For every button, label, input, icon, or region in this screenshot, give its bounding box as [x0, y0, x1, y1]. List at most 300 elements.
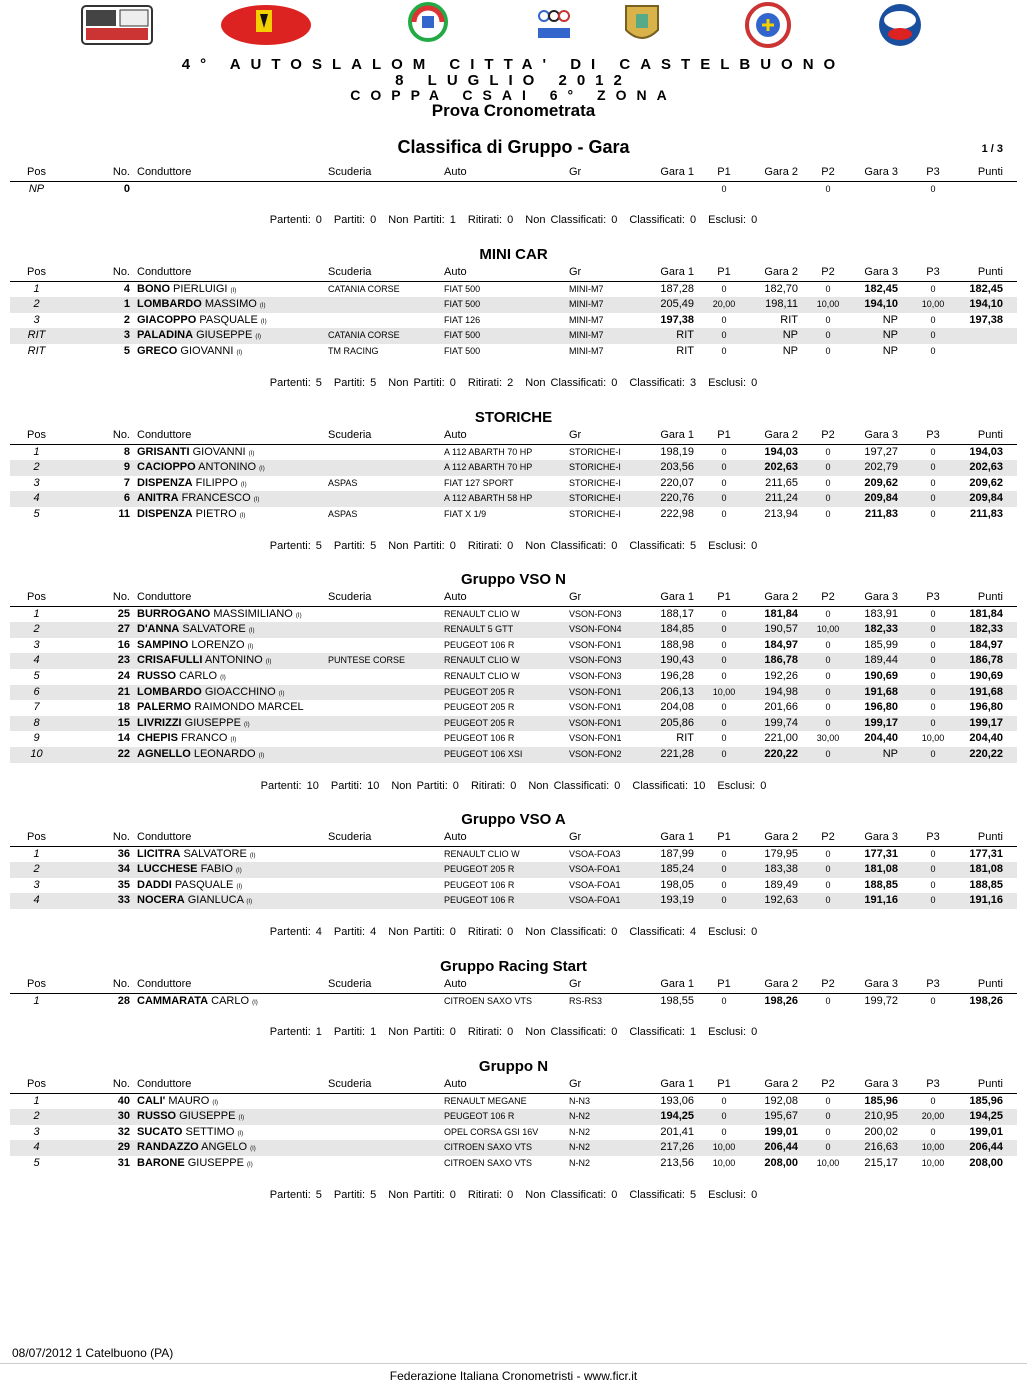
team-palermo-logo: [80, 2, 158, 48]
race3-time-cell: 189,44: [864, 654, 898, 667]
car-cell: FIAT X 1/9: [444, 508, 487, 519]
class-cell: MINI-M7: [569, 283, 604, 294]
nationality-mark: (I): [220, 674, 226, 681]
driver-surname: LUCCHESE: [137, 863, 198, 876]
summary-ritirati: Ritirati: 0: [467, 214, 514, 227]
summary-non-classificati: Non Classificati: 0: [525, 214, 618, 227]
car-cell: PEUGEOT 106 R: [444, 733, 515, 744]
race1-penalty-cell: 0: [721, 748, 727, 759]
driver-surname: CAMMARATA: [137, 994, 209, 1007]
nationality-mark: (I): [247, 1161, 253, 1168]
position-cell: 7: [33, 701, 40, 714]
column-header-p2: P2: [821, 429, 835, 441]
driver-cell: BONO PIERLUIGI (I): [137, 282, 237, 295]
nationality-mark: (I): [247, 643, 254, 650]
race1-time-cell: 188,17: [660, 607, 694, 620]
table-row: [10, 1109, 1017, 1125]
race1-penalty-cell: 0: [721, 848, 727, 859]
driver-surname: BURROGANO: [137, 607, 211, 620]
car-cell: RENAULT CLIO W: [444, 848, 520, 859]
race2-penalty-cell: 0: [825, 608, 831, 619]
race1-time-cell: 220,76: [660, 492, 694, 505]
race3-penalty-cell: 0: [930, 314, 936, 325]
group-summary: [10, 924, 1017, 940]
column-header-p3: P3: [926, 591, 940, 603]
nationality-mark: (I): [260, 318, 267, 325]
class-cell: VSON-FON1: [569, 717, 622, 728]
race2-time-cell: RIT: [780, 313, 798, 326]
race-number-cell: 2: [123, 313, 130, 326]
summary-ritirati: Ritirati: 0: [467, 539, 514, 552]
group-title: Gruppo VSO A: [461, 811, 566, 828]
race1-penalty-cell: 10,00: [712, 1157, 736, 1168]
summary-ritirati: Ritirati: 0: [467, 1026, 514, 1039]
car-cell: RENAULT CLIO W: [444, 670, 520, 681]
column-header-p2: P2: [821, 978, 835, 990]
race1-time-cell: 203,56: [660, 461, 694, 474]
column-header-p1: P1: [717, 166, 731, 178]
column-header-p2: P2: [821, 831, 835, 843]
page-title: Classifica di Gruppo - Gara: [397, 137, 630, 157]
column-header-p1: P1: [717, 429, 731, 441]
column-header-g3: Gara 3: [864, 831, 898, 843]
nationality-mark: (I): [278, 690, 285, 697]
column-header-driver: Conduttore: [137, 591, 192, 603]
page-number: 1 / 3: [981, 143, 1003, 155]
race1-penalty-cell: 0: [721, 655, 727, 666]
race2-penalty-cell: 0: [825, 1095, 831, 1106]
race-number-cell: 3: [123, 329, 130, 342]
class-cell: VSON-FON1: [569, 733, 622, 744]
position-cell: 1: [33, 847, 40, 860]
car-cell: PEUGEOT 205 R: [444, 864, 515, 875]
class-cell: VSON-FON2: [569, 748, 622, 759]
table-row: [10, 328, 1017, 344]
race3-time-cell: 190,69: [864, 669, 898, 682]
summary-non-classificati: Non Classificati: 0: [525, 1026, 618, 1039]
position-cell: NP: [28, 182, 45, 195]
team-cell: CATANIA CORSE: [328, 330, 400, 341]
race3-penalty-cell: 0: [930, 462, 936, 473]
race2-penalty-cell: 0: [825, 639, 831, 650]
column-header-g2: Gara 2: [764, 591, 798, 603]
race1-penalty-cell: 0: [721, 477, 727, 488]
car-cell: RENAULT MEGANE: [444, 1095, 527, 1106]
column-header-no: No.: [112, 266, 130, 278]
table-header: [10, 265, 1017, 282]
race3-time-cell: 177,31: [864, 847, 898, 860]
race3-penalty-cell: 0: [930, 477, 936, 488]
summary-spacer: [10, 763, 1017, 778]
race3-penalty-cell: 0: [930, 848, 936, 859]
column-header-points: Punti: [977, 266, 1003, 278]
race1-penalty-cell: 0: [721, 879, 727, 890]
summary-partiti: Partiti: 4: [333, 925, 377, 938]
race2-penalty-cell: 0: [825, 314, 831, 325]
table-row: [10, 716, 1017, 732]
race-number-cell: 24: [117, 669, 130, 682]
column-header-g1: Gara 1: [660, 429, 694, 441]
footer-federation: Federazione Italiana Cronometristi - www.ficr.it: [389, 1369, 638, 1383]
race3-time-cell: 196,80: [864, 701, 898, 714]
race3-penalty-cell: 20,00: [921, 1111, 945, 1122]
driver-surname: RUSSO: [137, 1110, 177, 1123]
race1-time-cell: RIT: [676, 732, 694, 745]
race2-penalty-cell: 0: [825, 493, 831, 504]
driver-cell: DISPENZA PIETRO (I): [137, 507, 246, 520]
event-banner-line1: 4° AUTOSLALOM CITTA' DI CASTELBUONO: [181, 56, 846, 73]
class-cell: VSON-FON3: [569, 608, 622, 619]
race2-time-cell: 208,00: [764, 1156, 798, 1169]
points-cell: 197,38: [969, 313, 1003, 326]
challenge-logo: [378, 2, 478, 48]
column-header-car: Auto: [444, 831, 467, 843]
race3-penalty-cell: 0: [930, 995, 936, 1006]
position-cell: 3: [33, 1125, 40, 1138]
summary-partenti: Partenti: 5: [269, 1188, 322, 1201]
group-summary: [10, 538, 1017, 554]
points-cell: 194,25: [969, 1110, 1003, 1123]
table-header: [10, 977, 1017, 994]
race1-time-cell: 194,25: [660, 1110, 694, 1123]
column-header-p3: P3: [926, 266, 940, 278]
column-header-g1: Gara 1: [660, 1078, 694, 1090]
summary-esclusi: Esclusi: 0: [708, 376, 758, 389]
race-number-cell: 0: [123, 182, 130, 195]
driver-cell: SAMPINO LORENZO (I): [137, 638, 254, 651]
race1-penalty-cell: 0: [721, 608, 727, 619]
race3-penalty-cell: 0: [930, 446, 936, 457]
driver-cell: CALI' MAURO (I): [137, 1094, 219, 1107]
race1-penalty-cell: 0: [721, 639, 727, 650]
race3-penalty-cell: 10,00: [921, 1157, 945, 1168]
summary-classificati: Classificati: 5: [629, 1188, 697, 1201]
driver-cell: CRISAFULLI ANTONINO (I): [137, 654, 272, 667]
summary-non-partiti: Non Partiti: 0: [388, 1026, 456, 1039]
race2-time-cell: 198,26: [764, 994, 798, 1007]
race3-penalty-cell: 0: [930, 493, 936, 504]
race1-time-cell: 221,28: [660, 747, 694, 760]
column-header-g2: Gara 2: [764, 429, 798, 441]
driver-surname: GIACOPPO: [137, 313, 197, 326]
summary-non-partiti: Non Partiti: 0: [388, 376, 456, 389]
car-cell: FIAT 126: [444, 314, 481, 325]
points-cell: 196,80: [969, 701, 1003, 714]
race-number-cell: 9: [123, 461, 130, 474]
driver-cell: D'ANNA SALVATORE (I): [137, 623, 255, 636]
summary-partenti: Partenti: 0: [269, 214, 322, 227]
column-header-team: Scuderia: [328, 429, 372, 441]
race3-penalty-cell: 0: [930, 895, 936, 906]
class-cell: VSON-FON1: [569, 686, 622, 697]
summary-esclusi: Esclusi: 0: [708, 214, 758, 227]
driver-cell: LICITRA SALVATORE (I): [137, 847, 256, 860]
race3-time-cell: 199,72: [864, 994, 898, 1007]
race2-penalty-cell: 10,00: [816, 624, 840, 635]
table-row: [10, 297, 1017, 313]
driver-cell: CAMMARATA CARLO (I): [137, 994, 258, 1007]
position-cell: 9: [33, 732, 40, 745]
race-number-cell: 27: [117, 623, 130, 636]
table-row: [10, 1140, 1017, 1156]
points-cell: 182,33: [969, 623, 1003, 636]
class-cell: STORICHE-I: [569, 462, 621, 473]
group-section: [10, 1057, 1017, 1203]
race3-time-cell: 199,17: [864, 716, 898, 729]
driver-cell: NOCERA GIANLUCA (I): [137, 894, 253, 907]
nationality-mark: (I): [230, 737, 237, 744]
automobile-club-logo: [735, 2, 801, 48]
municipality-crest: [622, 2, 662, 48]
coni-logo: [532, 2, 576, 48]
race2-penalty-cell: 0: [825, 446, 831, 457]
column-header-no: No.: [112, 1078, 130, 1090]
nationality-mark: (I): [248, 628, 255, 635]
race1-time-cell: 196,28: [660, 669, 694, 682]
driver-surname: PALERMO: [137, 701, 192, 714]
column-header-p3: P3: [926, 429, 940, 441]
column-header-g2: Gara 2: [764, 266, 798, 278]
column-header-p3: P3: [926, 166, 940, 178]
race-number-cell: 5: [123, 344, 130, 357]
table-row: [10, 847, 1017, 863]
race-number-cell: 18: [117, 701, 130, 714]
table-row: [10, 653, 1017, 669]
race2-penalty-cell: 0: [825, 717, 831, 728]
points-cell: 191,16: [969, 894, 1003, 907]
table-row: [10, 1125, 1017, 1141]
race3-time-cell: 191,68: [864, 685, 898, 698]
race3-penalty-cell: 0: [930, 283, 936, 294]
group-title: Gruppo N: [478, 1058, 549, 1075]
summary-classificati: Classificati: 5: [629, 539, 697, 552]
summary-esclusi: Esclusi: 0: [708, 1026, 758, 1039]
column-header-group: Gr: [569, 1078, 582, 1090]
car-cell: RENAULT CLIO W: [444, 655, 520, 666]
class-cell: RS-RS3: [569, 995, 603, 1006]
column-header-g3: Gara 3: [864, 266, 898, 278]
position-cell: 3: [33, 638, 40, 651]
column-header-p3: P3: [926, 1078, 940, 1090]
race1-time-cell: 193,19: [660, 894, 694, 907]
points-cell: 220,22: [969, 747, 1003, 760]
team-cell: ASPAS: [328, 508, 358, 519]
table-row: [10, 182, 1017, 198]
column-header-car: Auto: [444, 266, 467, 278]
column-header-driver: Conduttore: [137, 1078, 192, 1090]
summary-partenti: Partenti: 1: [269, 1026, 322, 1039]
column-header-car: Auto: [444, 1078, 467, 1090]
driver-surname: D'ANNA: [137, 623, 180, 636]
column-header-pos: Pos: [27, 978, 46, 990]
group-title: Gruppo Racing Start: [440, 958, 587, 975]
position-cell: 3: [33, 476, 40, 489]
race3-penalty-cell: 0: [930, 183, 936, 194]
points-cell: 202,63: [969, 461, 1003, 474]
race3-time-cell: 194,10: [864, 298, 898, 311]
class-cell: VSON-FON1: [569, 639, 622, 650]
race1-time-cell: 198,19: [660, 445, 694, 458]
race2-penalty-cell: 10,00: [816, 299, 840, 310]
race1-time-cell: 197,38: [660, 313, 694, 326]
table-row: [10, 460, 1017, 476]
column-header-g2: Gara 2: [764, 978, 798, 990]
points-cell: 181,84: [969, 607, 1003, 620]
race3-penalty-cell: 0: [930, 608, 936, 619]
race1-penalty-cell: 0: [721, 314, 727, 325]
points-cell: 188,85: [969, 878, 1003, 891]
race3-time-cell: 188,85: [864, 878, 898, 891]
points-cell: 186,78: [969, 654, 1003, 667]
race1-penalty-cell: 0: [721, 895, 727, 906]
race3-penalty-cell: 0: [930, 864, 936, 875]
summary-non-partiti: Non Partiti: 1: [388, 214, 456, 227]
column-header-g2: Gara 2: [764, 831, 798, 843]
car-cell: A 112 ABARTH 70 HP: [444, 446, 533, 457]
summary-spacer: [10, 909, 1017, 924]
race-number-cell: 35: [117, 878, 130, 891]
car-cell: CITROEN SAXO VTS: [444, 995, 533, 1006]
race-number-cell: 22: [117, 747, 130, 760]
class-cell: VSON-FON4: [569, 624, 622, 635]
race2-time-cell: 186,78: [764, 654, 798, 667]
table-row: [10, 344, 1017, 360]
race1-penalty-cell: 0: [721, 462, 727, 473]
points-cell: 199,01: [969, 1125, 1003, 1138]
footer-divider: [0, 1363, 1027, 1364]
table-row: [10, 731, 1017, 747]
race2-time-cell: 194,98: [764, 685, 798, 698]
table-header: [10, 165, 1017, 182]
driver-surname: BONO: [137, 282, 170, 295]
column-header-driver: Conduttore: [137, 166, 192, 178]
driver-surname: GRISANTI: [137, 445, 190, 458]
driver-surname: LOMBARDO: [137, 685, 202, 698]
column-header-team: Scuderia: [328, 831, 372, 843]
table-row: [10, 994, 1017, 1010]
driver-surname: LICITRA: [137, 847, 181, 860]
summary-ritirati: Ritirati: 0: [467, 925, 514, 938]
race2-penalty-cell: 0: [825, 508, 831, 519]
nationality-mark: (I): [250, 1146, 256, 1153]
class-cell: N-N3: [569, 1095, 591, 1106]
column-header-g3: Gara 3: [864, 429, 898, 441]
race1-time-cell: 187,99: [660, 847, 694, 860]
nationality-mark: (I): [238, 1115, 245, 1122]
car-cell: PEUGEOT 106 R: [444, 879, 515, 890]
event-banner-line2: 8 LUGLIO 2012: [395, 72, 632, 89]
car-cell: PEUGEOT 205 R: [444, 717, 515, 728]
group-section: [10, 408, 1017, 554]
column-header-g1: Gara 1: [660, 591, 694, 603]
column-header-g2: Gara 2: [764, 166, 798, 178]
race2-penalty-cell: 10,00: [816, 1157, 840, 1168]
column-header-group: Gr: [569, 591, 582, 603]
nationality-mark: (I): [258, 752, 265, 759]
driver-cell: RUSSO CARLO (I): [137, 669, 226, 682]
group-title: STORICHE: [474, 409, 553, 426]
race3-penalty-cell: 10,00: [921, 1142, 945, 1153]
race1-time-cell: 201,41: [660, 1125, 694, 1138]
group-title: Gruppo VSO N: [461, 571, 566, 588]
race2-penalty-cell: 0: [825, 879, 831, 890]
driver-cell: GIACOPPO PASQUALE (I): [137, 313, 267, 326]
race1-penalty-cell: 0: [721, 493, 727, 504]
group-section: [10, 957, 1017, 1040]
column-header-team: Scuderia: [328, 591, 372, 603]
column-header-driver: Conduttore: [137, 978, 192, 990]
column-header-team: Scuderia: [328, 266, 372, 278]
position-cell: RIT: [27, 344, 46, 357]
summary-classificati: Classificati: 10: [632, 779, 706, 792]
race1-penalty-cell: 0: [721, 1095, 727, 1106]
race2-time-cell: 211,24: [765, 492, 798, 505]
sponsor-logos: [0, 2, 1027, 52]
race1-time-cell: 184,85: [660, 623, 694, 636]
class-cell: N-N2: [569, 1111, 591, 1122]
column-header-p1: P1: [717, 831, 731, 843]
driver-surname: ANITRA: [137, 492, 179, 505]
position-cell: RIT: [27, 329, 46, 342]
race3-time-cell: 209,62: [864, 476, 898, 489]
column-header-pos: Pos: [27, 831, 46, 843]
class-cell: N-N2: [569, 1126, 591, 1137]
summary-partenti: Partenti: 5: [269, 539, 322, 552]
nationality-mark: (I): [237, 1130, 244, 1137]
points-cell: 206,44: [969, 1141, 1003, 1154]
column-header-car: Auto: [444, 166, 467, 178]
column-header-driver: Conduttore: [137, 429, 192, 441]
car-cell: FIAT 500: [444, 299, 481, 310]
race-number-cell: 34: [117, 863, 130, 876]
race-number-cell: 40: [117, 1094, 130, 1107]
race3-penalty-cell: 10,00: [921, 733, 945, 744]
column-header-no: No.: [112, 978, 130, 990]
column-header-car: Auto: [444, 591, 467, 603]
race1-penalty-cell: 0: [721, 330, 727, 341]
column-header-g3: Gara 3: [864, 166, 898, 178]
table-row: [10, 1094, 1017, 1110]
race2-time-cell: 201,66: [764, 701, 798, 714]
race1-penalty-cell: 0: [721, 717, 727, 728]
race3-penalty-cell: 0: [930, 330, 936, 341]
summary-spacer: [10, 197, 1017, 212]
group-summary: [10, 778, 1017, 794]
driver-cell: LOMBARDO GIOACCHINO (I): [137, 685, 285, 698]
driver-cell: LOMBARDO MASSIMO (I): [137, 298, 266, 311]
position-cell: 1: [33, 1094, 40, 1107]
race2-time-cell: 198,11: [765, 298, 798, 311]
driver-cell: PALERMO RAIMONDO MARCEL: [137, 701, 304, 714]
nationality-mark: (I): [236, 349, 243, 356]
race2-time-cell: 202,63: [764, 461, 798, 474]
race3-time-cell: NP: [882, 313, 898, 326]
class-cell: N-N2: [569, 1157, 591, 1168]
column-header-points: Punti: [977, 1078, 1003, 1090]
class-cell: STORICHE-I: [569, 493, 621, 504]
car-cell: PEUGEOT 205 R: [444, 702, 515, 713]
driver-surname: SAMPINO: [137, 638, 189, 651]
race3-time-cell: 197,27: [864, 445, 898, 458]
table-row: [10, 313, 1017, 329]
column-header-p2: P2: [821, 591, 835, 603]
race1-penalty-cell: 0: [721, 1111, 727, 1122]
race2-time-cell: 192,63: [764, 894, 798, 907]
summary-non-partiti: Non Partiti: 0: [388, 1188, 456, 1201]
summary-non-partiti: Non Partiti: 0: [388, 539, 456, 552]
points-cell: 208,00: [969, 1156, 1003, 1169]
race1-penalty-cell: 0: [721, 702, 727, 713]
